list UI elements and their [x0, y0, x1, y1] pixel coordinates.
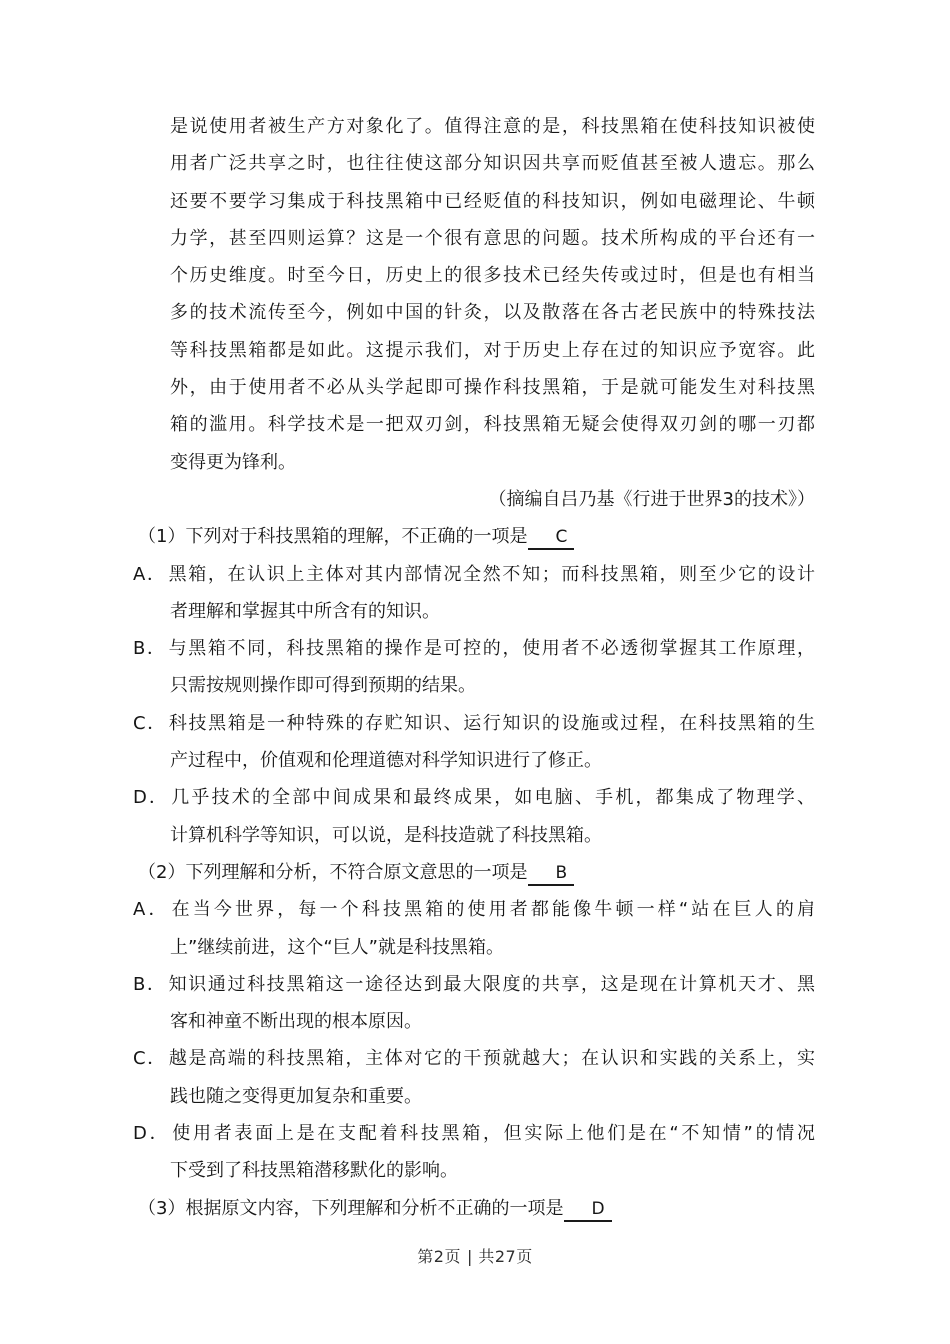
option-text: 使用者表面上是在支配着科技黑箱，但实际上他们是在“不知情”的情况: [172, 1123, 815, 1145]
question-2-option-d-cont: 下受到了科技黑箱潜移默化的影响。: [170, 1160, 458, 1182]
question-2-option-b: [133, 966, 815, 1003]
passage-line: 等科技黑箱都是如此。这提示我们，对于历史上存在过的知识应予宽容。此: [170, 339, 815, 361]
footer-separator: |: [466, 1247, 473, 1266]
exam-page-content: [133, 108, 815, 1227]
question-1-option-a: [133, 556, 815, 593]
option-marker: C．: [133, 712, 167, 734]
passage-line: 用者广泛共享之时，也往往使这部分知识因共享而贬值甚至被人遗忘。那么: [170, 153, 815, 175]
question-2-text: （2）下列理解和分析，不符合原文意思的一项是: [138, 861, 528, 883]
option-marker: A．: [133, 563, 167, 585]
question-3-answer-blank: D: [564, 1199, 611, 1222]
passage-line: 多的技术流传至今，例如中国的针灸，以及散落在各古老民族中的特殊技法: [170, 302, 815, 324]
question-2-option-a: [133, 891, 815, 928]
question-2-option-a-cont: 上”继续前进，这个“巨人”就是科技黑箱。: [170, 936, 504, 958]
question-1-answer-blank: C: [528, 527, 574, 550]
attribution-line: （摘编自吕乃基《行进于世界3的技术》）: [488, 488, 815, 510]
question-1-option-c: [133, 705, 815, 742]
passage-line: 力学，甚至四则运算？这是一个很有意思的问题。技术所构成的平台还有一: [170, 227, 815, 249]
option-marker: B．: [133, 638, 167, 660]
passage-line: 箱的滥用。科学技术是一把双刃剑，科技黑箱无疑会使得双刃剑的哪一刃都: [170, 414, 815, 436]
option-marker: C．: [133, 1048, 167, 1070]
passage-line: 外，由于使用者不必从头学起即可操作科技黑箱，于是就可能发生对科技黑: [170, 377, 815, 399]
question-2-option-b-cont: 客和神童不断出现的根本原因。: [170, 1011, 422, 1033]
option-text: 越是高端的科技黑箱，主体对它的干预就越大；在认识和实践的关系上，实: [168, 1048, 815, 1070]
question-2-option-c: [133, 1040, 815, 1077]
passage-line: 是说使用者被生产方对象化了。值得注意的是，科技黑箱在使科技知识被使: [170, 116, 815, 137]
question-3-text: （3）根据原文内容，下列理解和分析不正确的一项是: [138, 1197, 564, 1219]
question-2-option-c-cont: 践也随之变得更加复杂和重要。: [170, 1085, 422, 1107]
option-text: 几乎技术的全部中间成果和最终成果，如电脑、手机，都集成了物理学、: [171, 787, 815, 809]
question-1-option-b: [133, 630, 815, 667]
option-text: 黑箱，在认识上主体对其内部情况全然不知；而科技黑箱，则至少它的设计: [168, 563, 815, 585]
question-2-option-d: [133, 1115, 815, 1152]
option-marker: B．: [133, 973, 167, 995]
question-1-option-d-cont: 计算机科学等知识，可以说，是科技造就了科技黑箱。: [170, 824, 602, 846]
question-1-option-a-cont: 者理解和掌握其中所含有的知识。: [170, 600, 440, 622]
page-footer: [0, 1247, 950, 1267]
option-marker: A．: [133, 899, 170, 921]
option-marker: D．: [133, 787, 170, 809]
option-text: 与黑箱不同，科技黑箱的操作是可控的，使用者不必透彻掌握其工作原理，: [168, 638, 815, 660]
page-number-total: 共27页: [478, 1247, 533, 1266]
question-1-option-b-cont: 只需按规则操作即可得到预期的结果。: [170, 675, 476, 697]
page-number-current: 第2页: [417, 1247, 461, 1266]
passage-line: 变得更为锋利。: [170, 451, 296, 473]
question-1-text: （1）下列对于科技黑箱的理解，不正确的一项是: [138, 526, 528, 548]
passage-line: 个历史维度。时至今日，历史上的很多技术已经失传或过时，但是也有相当: [170, 265, 815, 287]
option-marker: D．: [133, 1123, 171, 1145]
question-3-stem: [138, 1190, 815, 1227]
option-text: 在当今世界，每一个科技黑箱的使用者都能像牛顿一样“站在巨人的肩: [171, 899, 815, 921]
question-1-option-d: [133, 779, 815, 816]
option-text: 知识通过科技黑箱这一途径达到最大限度的共享，这是现在计算机天才、黑: [168, 973, 815, 995]
question-1-stem: [138, 518, 815, 555]
option-text: 科技黑箱是一种特殊的存贮知识、运行知识的设施或过程，在科技黑箱的生: [168, 712, 815, 734]
passage-line: 还要不要学习集成于科技黑箱中已经贬值的科技知识，例如电磁理论、牛顿: [170, 190, 815, 212]
question-2-stem: [138, 854, 815, 891]
question-2-answer-blank: B: [528, 863, 574, 886]
question-1-option-c-cont: 产过程中，价值观和伦理道德对科学知识进行了修正。: [170, 750, 602, 772]
